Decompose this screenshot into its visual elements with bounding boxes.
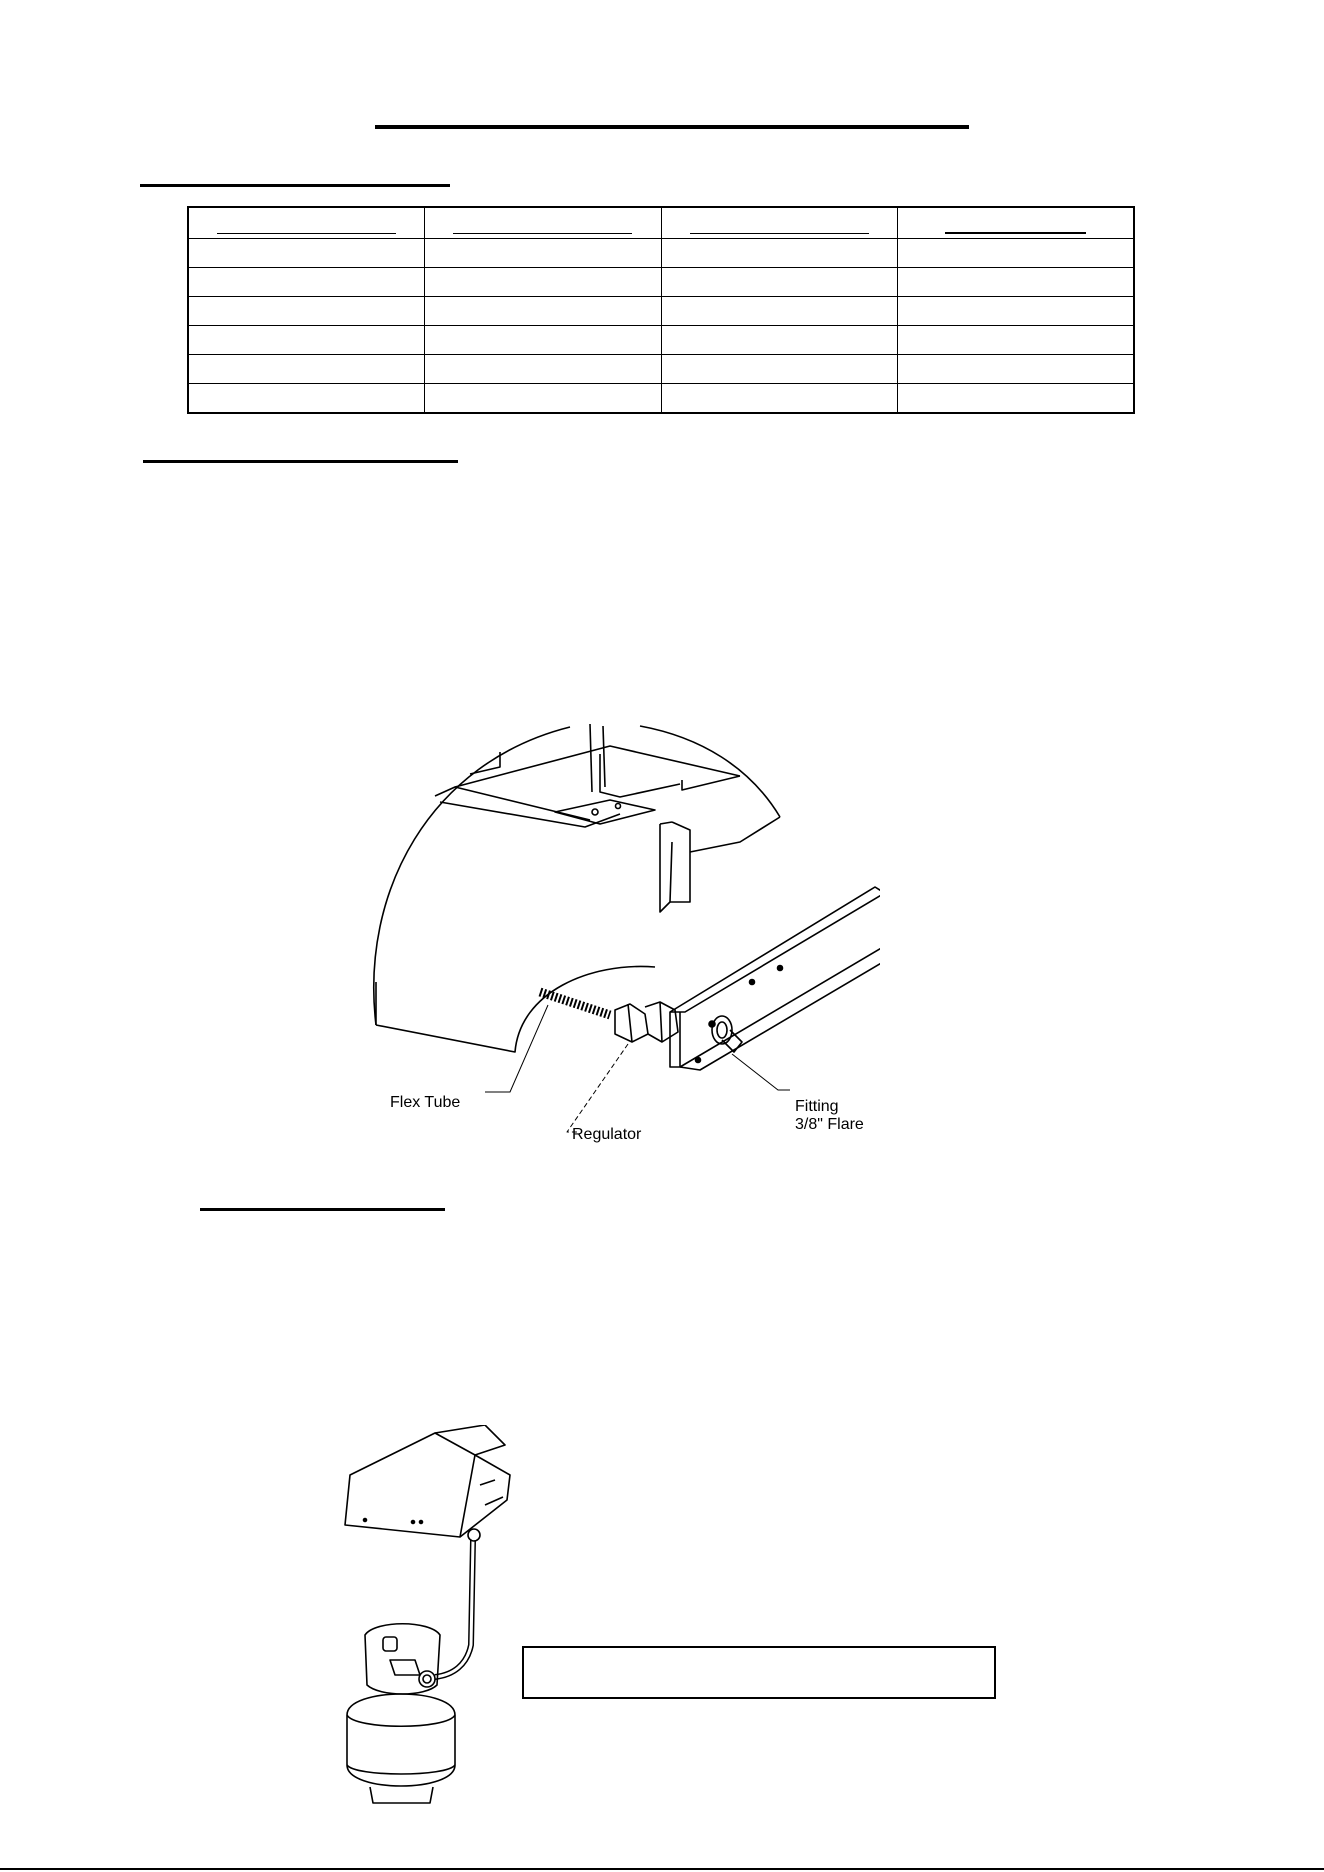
page-title-underline <box>375 125 969 129</box>
table-row <box>188 355 1134 384</box>
table-row <box>188 297 1134 326</box>
fitting-label: Fitting 3/8" Flare <box>795 1098 864 1133</box>
heater-regulator-diagram-icon <box>360 712 880 1152</box>
table-row <box>188 326 1134 355</box>
table-header-cell <box>661 207 898 239</box>
specifications-table <box>187 206 1135 414</box>
section-heading-underline-3 <box>200 1208 445 1211</box>
table-header-row <box>188 207 1134 239</box>
table-header-cell <box>425 207 662 239</box>
note-box <box>522 1646 996 1699</box>
page-bottom-border <box>0 1868 1324 1870</box>
table-header-cell <box>188 207 425 239</box>
section-heading-underline-1 <box>140 184 450 187</box>
propane-tank-icon <box>335 1425 595 1805</box>
section-heading-underline-2 <box>143 460 458 463</box>
table-row <box>188 384 1134 414</box>
table-header-cell <box>898 207 1135 239</box>
regulator-label: Regulator <box>572 1126 642 1143</box>
flex-tube-label: Flex Tube <box>390 1094 461 1111</box>
table-row <box>188 239 1134 268</box>
table-row <box>188 268 1134 297</box>
